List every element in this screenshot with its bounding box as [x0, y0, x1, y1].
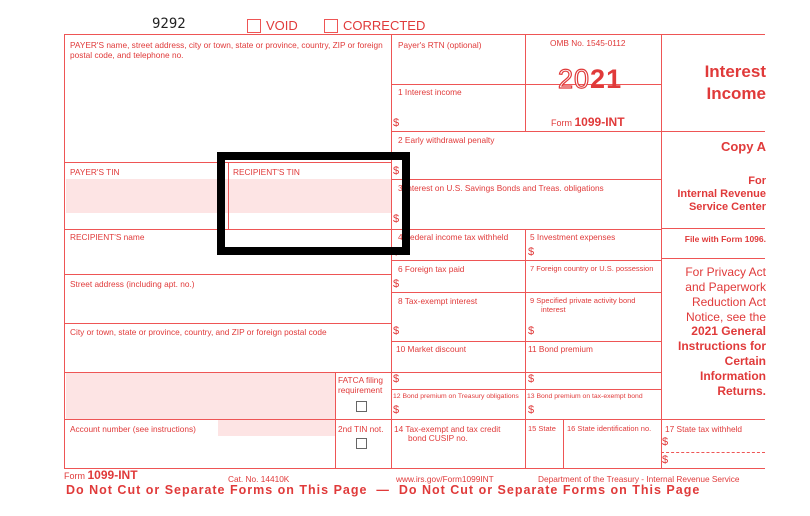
form-id-label [551, 117, 625, 128]
box14-label-line2: bond CUSIP no. [408, 433, 468, 443]
tax-year-prefix: 20 [558, 64, 591, 94]
omb-number: OMB No. 1545-0112 [550, 38, 626, 48]
box9-dollar: $ [528, 325, 535, 337]
box17-dollar-2: $ [662, 454, 669, 466]
form-id-bold: 1099-INT [574, 115, 625, 129]
general-line4: Information [700, 369, 766, 383]
privacy-line4: Notice, see the [685, 310, 766, 324]
general-line2: Instructions for [677, 339, 766, 353]
box8-label: 8 Tax-exempt interest [398, 296, 478, 306]
corrected-label: CORRECTED [343, 18, 426, 33]
line-top [64, 34, 765, 35]
box11-label: 11 Bond premium [528, 344, 593, 354]
box6-dollar: $ [393, 278, 400, 290]
box17-label: 17 State tax withheld [665, 424, 743, 434]
box7-label: 7 Foreign country or U.S. possession [530, 264, 654, 273]
box5-label: 5 Investment expenses [530, 232, 616, 242]
general-line1: 2021 General [691, 324, 766, 338]
box13-label: 13 Bond premium on tax-exempt bond [527, 393, 643, 400]
privacy-line2: and Paperwork [685, 280, 766, 294]
box10-dollar: $ [393, 373, 400, 385]
general-line3: Certain [724, 354, 766, 368]
footer-cat-number: Cat. No. 14410K [228, 474, 290, 484]
fatca-label-line1: FATCA filing [338, 375, 384, 385]
box12-label: 12 Bond premium on Treasury obligations [393, 393, 519, 400]
account-number-label: Account number (see instructions) [70, 424, 196, 434]
city-label: City or town, state or province, country, and ZIP or foreign postal code [70, 327, 327, 337]
box2-label: 2 Early withdrawal penalty [398, 135, 495, 145]
irs-line2: Service Center [688, 201, 766, 213]
do-not-cut-warning: Do Not Cut or Separate Forms on This Page — Do Not Cut or Separate Forms on This Page [66, 483, 701, 497]
fatca-label-line2: requirement [338, 385, 383, 395]
box4-label: 4 Federal income tax withheld [398, 232, 509, 242]
footer-department: Department of the Treasury - Internal Revenue Service [538, 474, 740, 484]
footer-form-bold: 1099-INT [87, 468, 138, 482]
box1-dollar: $ [393, 117, 400, 129]
void-label: VOID [266, 18, 298, 33]
box4-dollar: $ [393, 246, 400, 258]
box8-dollar: $ [393, 325, 400, 337]
tax-year-suffix: 21 [590, 64, 623, 94]
for-label: For [748, 175, 766, 187]
box1-label: 1 Interest income [398, 87, 462, 97]
box3-label: 3 Interest on U.S. Savings Bonds and Treas. obligations [398, 183, 604, 193]
box5-dollar: $ [528, 246, 535, 258]
box13-dollar: $ [528, 404, 535, 416]
box12-dollar: $ [393, 404, 400, 416]
highlight-box [217, 152, 410, 255]
second-tin-checkbox[interactable] [356, 438, 367, 449]
footer-url: www.irs.gov/Form1099INT [396, 474, 494, 484]
payer-tin-label: PAYER'S TIN [70, 167, 120, 177]
recipient-name-label: RECIPIENT'S name [70, 232, 145, 242]
box6-label: 6 Foreign tax paid [398, 264, 465, 274]
box9-label-line2: interest [541, 305, 566, 314]
recipient-hidden-fill [66, 372, 335, 419]
void-checkbox[interactable] [247, 19, 261, 33]
box15-label: 15 State [528, 424, 556, 433]
box10-label: 10 Market discount [396, 344, 467, 354]
copy-a-label: Copy A [720, 139, 766, 154]
footer-form-id [64, 470, 138, 481]
corrected-checkbox[interactable] [324, 19, 338, 33]
payer-tin-fill[interactable] [66, 179, 228, 213]
box11-dollar: $ [528, 373, 535, 385]
title-line1: Interest [704, 62, 766, 81]
account-number-fill[interactable] [218, 420, 335, 436]
payer-rtn-label: Payer's RTN (optional) [398, 40, 482, 50]
irs-line1: Internal Revenue [677, 188, 766, 200]
tax-year [558, 64, 622, 95]
general-line5: Returns. [717, 384, 766, 398]
second-tin-label: 2nd TIN not. [338, 424, 384, 434]
privacy-line3: Reduction Act [691, 295, 766, 309]
recipient-tin-label: RECIPIENT'S TIN [233, 167, 300, 177]
payer-name-label: PAYER'S name, street address, city or town, state or province, country, ZIP or foreign postal code, and telephone no. [70, 40, 383, 60]
title-line2: Income [706, 84, 766, 103]
box9-label-line1: 9 Specified private activity bond [530, 296, 636, 305]
box16-label: 16 State identification no. [567, 424, 652, 433]
box3-dollar: $ [393, 213, 400, 225]
box14-label-line1: 14 Tax-exempt and tax credit [394, 424, 501, 434]
file-with-label: File with Form 1096. [684, 234, 766, 244]
form-code-number: 9292 [152, 16, 186, 32]
form-id-prefix: Form [551, 118, 575, 128]
privacy-line1: For Privacy Act [685, 265, 766, 279]
fatca-checkbox[interactable] [356, 401, 367, 412]
box2-dollar: $ [393, 165, 400, 177]
street-address-label: Street address (including apt. no.) [70, 279, 195, 289]
box17-dollar-1: $ [662, 436, 669, 448]
footer-form-prefix: Form [64, 471, 88, 481]
